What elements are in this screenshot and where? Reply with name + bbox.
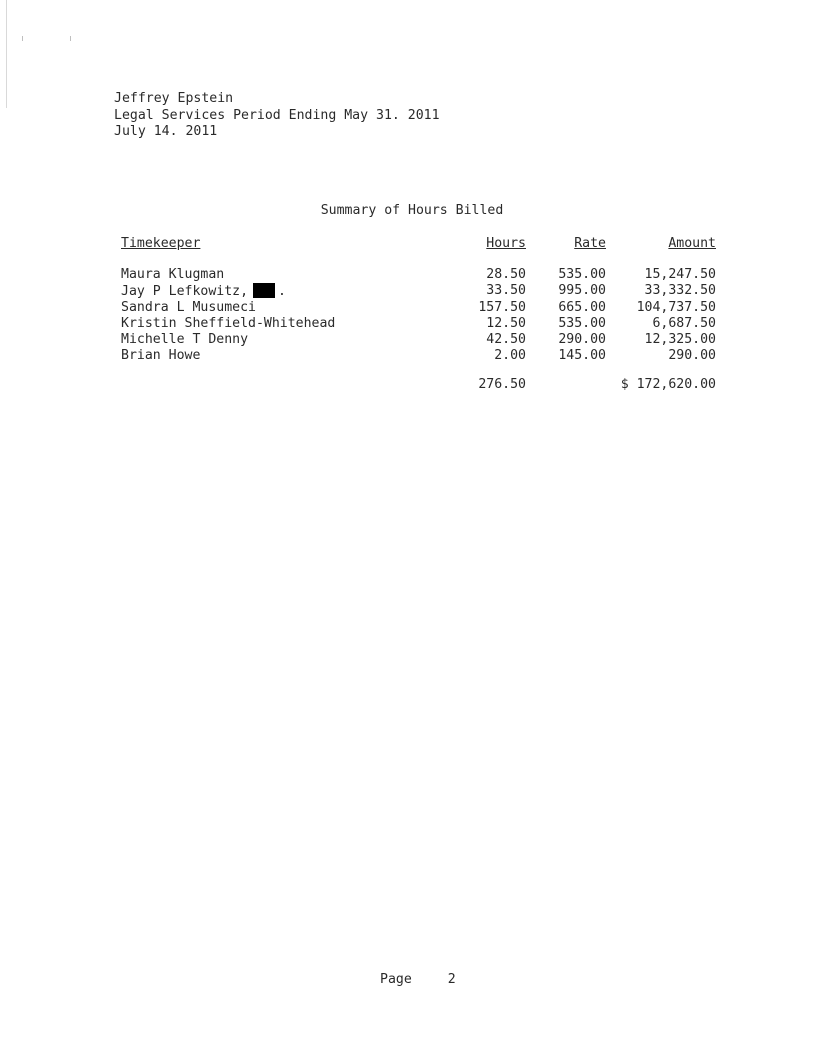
table-row [114, 316, 716, 332]
billing-period: Legal Services Period Ending May 31. 2011 [114, 107, 440, 123]
total-amount: $ 172,620.00 [620, 377, 716, 393]
table-row [114, 332, 716, 348]
column-header-hours: Hours [486, 236, 526, 251]
rate-cell: 290.00 [558, 331, 606, 347]
scan-edge-line [6, 0, 7, 108]
rate-cell: 665.00 [558, 299, 606, 315]
hours-table [114, 236, 716, 394]
timekeeper-name: Brian Howe [121, 348, 201, 364]
amount-cell: 12,325.00 [644, 331, 716, 347]
hours-cell: 28.50 [486, 267, 526, 283]
invoice-date: July 14. 2011 [114, 124, 218, 139]
rate-cell: 145.00 [558, 348, 606, 364]
hours-cell: 12.50 [486, 315, 526, 331]
table-row [114, 348, 716, 364]
hours-cell: 157.50 [478, 299, 526, 315]
page-number: 2 [447, 972, 456, 987]
amount-cell: 6,687.50 [652, 315, 716, 331]
amount-cell: 290.00 [668, 348, 716, 364]
timekeeper-name: Michelle T Denny [121, 331, 249, 347]
scan-mark [70, 36, 71, 41]
amount-cell: 15,247.50 [644, 267, 716, 283]
total-hours: 276.50 [478, 377, 526, 393]
table-row [114, 267, 716, 283]
rate-cell: 535.00 [558, 267, 606, 283]
page-footer [380, 972, 456, 987]
page-label: Page [380, 972, 412, 987]
summary-title: Summary of Hours Billed [320, 203, 504, 218]
column-header-timekeeper: Timekeeper [121, 236, 201, 251]
rate-cell: 535.00 [558, 315, 606, 331]
hours-cell: 2.00 [494, 348, 526, 364]
table-header-row [114, 236, 716, 252]
amount-cell: 104,737.50 [636, 299, 716, 315]
table-body [114, 267, 716, 364]
redaction-block [253, 283, 275, 298]
rate-cell: 995.00 [558, 283, 606, 299]
hours-cell: 33.50 [486, 283, 526, 299]
timekeeper-name: Kristin Sheffield-Whitehead [121, 315, 336, 331]
table-row [114, 283, 716, 299]
column-header-rate: Rate [574, 236, 606, 251]
timekeeper-name: Jay P Lefkowitz, [121, 284, 249, 300]
hours-cell: 42.50 [486, 331, 526, 347]
amount-cell: 33,332.50 [644, 283, 716, 299]
document-header [114, 91, 440, 141]
name-suffix: . [278, 284, 286, 300]
timekeeper-name: Sandra L Musumeci [121, 299, 256, 315]
table-row [114, 300, 716, 316]
timekeeper-name-cell [121, 283, 286, 300]
column-header-amount: Amount [668, 236, 716, 251]
scan-mark [22, 36, 23, 41]
totals-row [114, 377, 716, 393]
client-name: Jeffrey Epstein [114, 91, 234, 106]
timekeeper-name: Maura Klugman [121, 267, 225, 283]
